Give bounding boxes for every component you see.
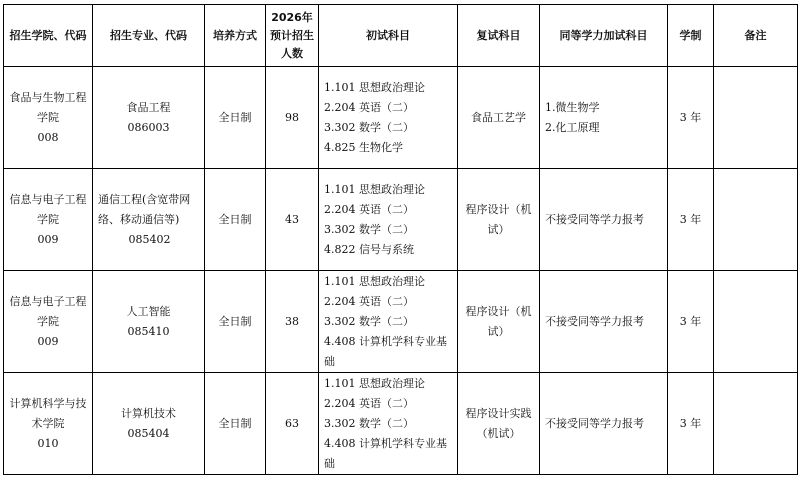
exams-cell (319, 271, 458, 373)
college-code: 010 (37, 436, 59, 450)
table-row (4, 67, 798, 169)
col-header-college: 招生学院、代码 (4, 5, 93, 67)
exam-item: 2.204 英语（二） (324, 202, 414, 216)
count-cell: 98 (266, 67, 319, 169)
exam-item: 4.822 信号与系统 (324, 242, 414, 256)
mode-cell: 全日制 (205, 373, 266, 475)
note-cell (714, 271, 798, 373)
major-code: 086003 (127, 120, 170, 134)
table-row (4, 271, 798, 373)
college-cell (4, 67, 93, 169)
table-row (4, 169, 798, 271)
major-code: 085402 (128, 232, 171, 246)
exam-item: 1.101 思想政治理论 (324, 80, 425, 94)
header-row (4, 5, 798, 67)
exam-item: 3.302 数学（二） (324, 222, 414, 236)
col-header-mode: 培养方式 (205, 5, 266, 67)
college-name: 信息与电子工程学院 (9, 294, 87, 328)
extra-cell (540, 67, 668, 169)
major-code: 085404 (127, 426, 170, 440)
mode-cell: 全日制 (205, 67, 266, 169)
exam-item: 2.204 英语（二） (324, 294, 414, 308)
major-name: 人工智能 (126, 304, 171, 318)
extra-item: 不接受同等学力报考 (545, 416, 644, 430)
exam-item: 3.302 数学（二） (324, 314, 414, 328)
major-name: 计算机技术 (121, 406, 176, 420)
exams-cell (319, 169, 458, 271)
college-name: 计算机科学与技术学院 (9, 396, 87, 430)
count-cell: 63 (266, 373, 319, 475)
years-cell: 3 年 (668, 373, 714, 475)
exam-item: 4.408 计算机学科专业基础 (324, 334, 447, 368)
extra-item: 不接受同等学力报考 (545, 212, 644, 226)
exam-item: 1.101 思想政治理论 (324, 182, 425, 196)
exam-item: 1.101 思想政治理论 (324, 274, 425, 288)
college-cell (4, 169, 93, 271)
college-cell (4, 373, 93, 475)
years-cell: 3 年 (668, 169, 714, 271)
exam-item: 1.101 思想政治理论 (324, 376, 425, 390)
major-name: 通信工程(含宽带网络、移动通信等) (98, 192, 191, 226)
college-cell (4, 271, 93, 373)
college-name: 信息与电子工程学院 (9, 192, 87, 226)
extra-cell (540, 169, 668, 271)
extra-item: 不接受同等学力报考 (545, 314, 644, 328)
extra-cell (540, 373, 668, 475)
exam-item: 4.825 生物化学 (324, 140, 403, 154)
exams-cell (319, 67, 458, 169)
count-cell: 38 (266, 271, 319, 373)
college-code: 009 (37, 232, 59, 246)
note-cell (714, 373, 798, 475)
major-cell (93, 271, 205, 373)
col-header-years: 学制 (668, 5, 714, 67)
col-header-retest: 复试科目 (458, 5, 540, 67)
major-cell (93, 169, 205, 271)
mode-cell: 全日制 (205, 271, 266, 373)
col-header-extra: 同等学力加试科目 (540, 5, 668, 67)
exam-item: 2.204 英语（二） (324, 100, 414, 114)
note-cell (714, 67, 798, 169)
major-name: 食品工程 (126, 100, 171, 114)
retest-cell: 程序设计（机试） (458, 271, 540, 373)
retest-cell: 程序设计（机试） (458, 169, 540, 271)
mode-cell: 全日制 (205, 169, 266, 271)
admissions-table (3, 4, 798, 475)
exam-item: 3.302 数学（二） (324, 120, 414, 134)
col-header-exams: 初试科目 (319, 5, 458, 67)
college-name: 食品与生物工程学院 (9, 90, 87, 124)
count-cell: 43 (266, 169, 319, 271)
years-cell: 3 年 (668, 67, 714, 169)
major-code: 085410 (127, 324, 170, 338)
retest-cell: 食品工艺学 (458, 67, 540, 169)
retest-cell: 程序设计实践（机试） (458, 373, 540, 475)
major-cell (93, 373, 205, 475)
years-cell: 3 年 (668, 271, 714, 373)
exam-item: 2.204 英语（二） (324, 396, 414, 410)
col-header-note: 备注 (714, 5, 798, 67)
college-code: 009 (37, 334, 59, 348)
col-header-major: 招生专业、代码 (93, 5, 205, 67)
college-code: 008 (37, 130, 59, 144)
table-row (4, 373, 798, 475)
extra-item: 2.化工原理 (545, 120, 600, 134)
exam-item: 3.302 数学（二） (324, 416, 414, 430)
col-header-count: 2026年预计招生人数 (266, 5, 319, 67)
exam-item: 4.408 计算机学科专业基础 (324, 436, 447, 470)
extra-cell (540, 271, 668, 373)
major-cell (93, 67, 205, 169)
extra-item: 1.微生物学 (545, 100, 600, 114)
note-cell (714, 169, 798, 271)
exams-cell (319, 373, 458, 475)
